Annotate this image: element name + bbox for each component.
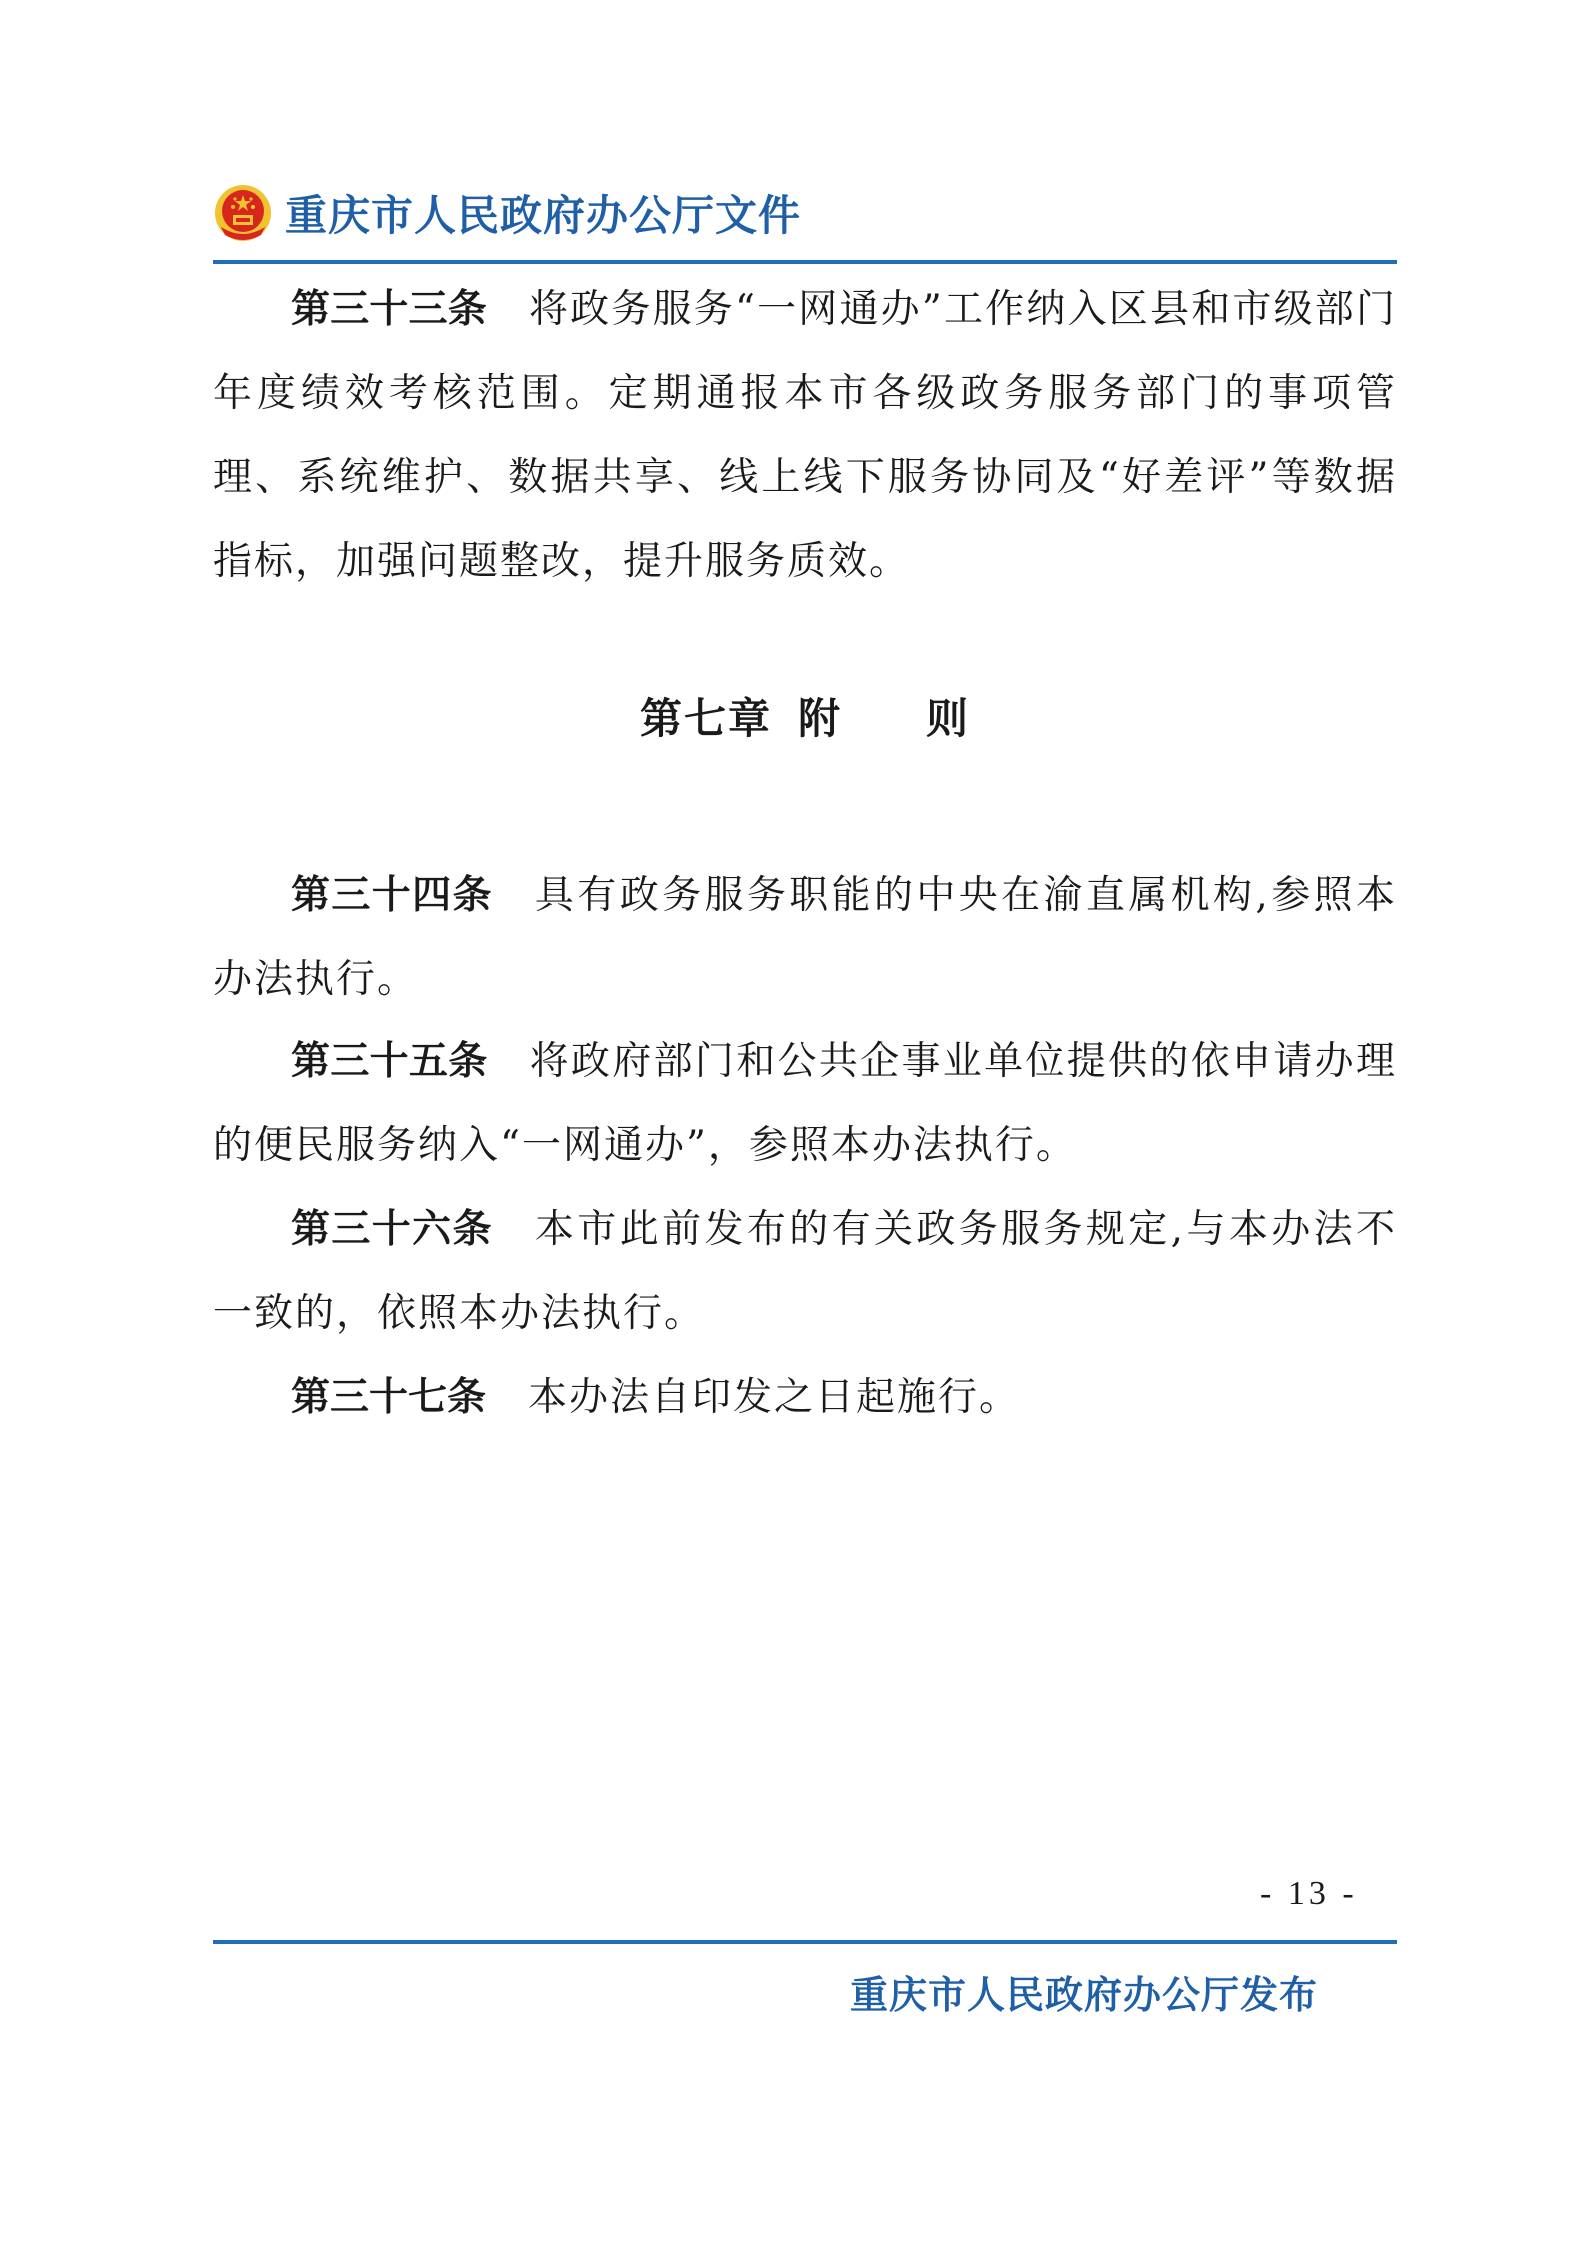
footer-rule: [213, 1940, 1397, 1944]
article-text: 本办法自印发之日起施行。: [528, 1375, 1021, 1420]
document-header: [213, 178, 801, 248]
chapter-title-part1: 附: [797, 694, 842, 743]
article-label: 第三十六条: [291, 1207, 493, 1252]
article-33: [213, 268, 1397, 604]
article-text: 具有政务服务职能的中央在渝直属机构,参照本办法执行。: [213, 873, 1397, 1002]
article-34: [213, 854, 1397, 1022]
article-label: 第三十四条: [291, 873, 493, 918]
footer-publisher: 重庆市人民政府办公厅发布: [850, 1973, 1319, 2017]
article-label: 第三十五条: [291, 1039, 488, 1084]
article-text: 本市此前发布的有关政务服务规定,与本办法不一致的，依照本办法执行。: [213, 1207, 1397, 1336]
chapter-title-part2: 则: [926, 694, 971, 743]
article-33-block: [213, 268, 1397, 604]
article-label: 第三十三条: [291, 287, 487, 332]
national-emblem-icon: [213, 183, 273, 243]
header-title: 重庆市人民政府办公厅文件: [285, 191, 802, 240]
article-36: [213, 1188, 1397, 1356]
article-label: 第三十七条: [291, 1375, 487, 1420]
article-37: [213, 1356, 1397, 1440]
page-number: - 13 -: [1260, 1875, 1358, 1912]
article-text: 将政府部门和公共企事业单位提供的依申请办理的便民服务纳入“一网通办”，参照本办法执行。: [213, 1039, 1397, 1168]
chapter-heading: [213, 686, 1397, 746]
chapter-number: 第七章: [639, 694, 772, 743]
article-text: 将政务服务“一网通办”工作纳入区县和市级部门年度绩效考核范围。定期通报本市各级政务服务部门的事项管理、系统维护、数据共享、线上线下服务协同及“好差评”等数据指标，加强问题整改，提升服务质效。: [213, 287, 1397, 584]
header-rule: [213, 260, 1397, 264]
article-35: [213, 1020, 1397, 1188]
chapter-articles: [213, 854, 1397, 1440]
